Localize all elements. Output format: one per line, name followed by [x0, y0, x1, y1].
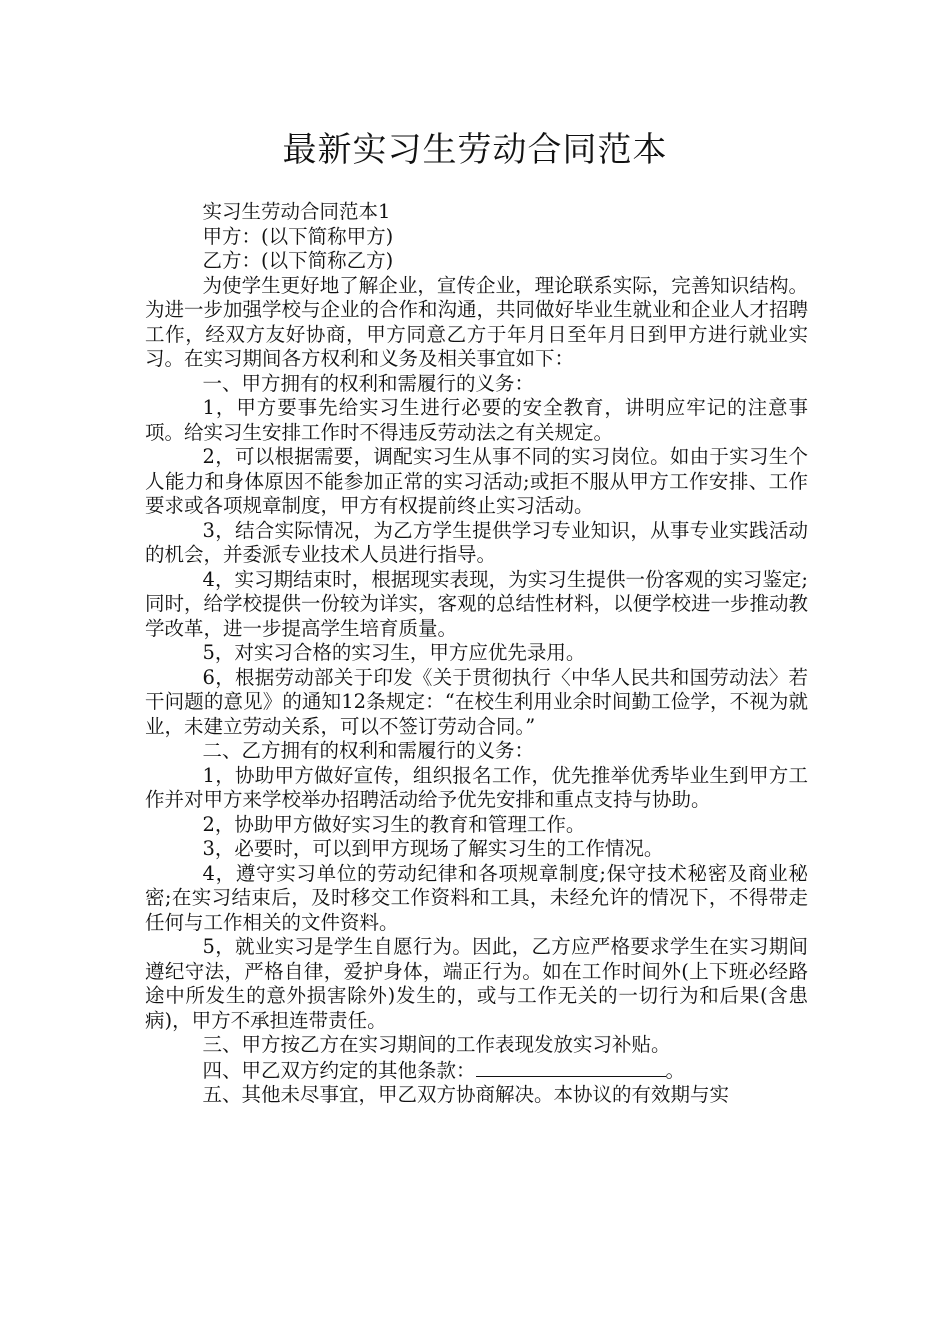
section-1-item-1: 1，甲方要事先给实习生进行必要的安全教育，讲明应牢记的注意事项。给实习生安排工作时不得违反劳动法之有关规定。: [145, 396, 808, 444]
section-5: 五、其他未尽事宜，甲乙双方协商解决。本协议的有效期与实: [202, 1083, 730, 1106]
section-1-item-6: 6，根据劳动部关于印发《关于贯彻执行〈中华人民共和国劳动法〉若干问题的意见》的通知12条规定：“在校生利用业余时间勤工俭学，不视为就业，未建立劳动关系，可以不签订劳动合同。”: [145, 665, 808, 738]
section-3: 三、甲方按乙方在实习期间的工作表现发放实习补贴。: [202, 1033, 671, 1056]
section-1-item-4: 4，实习期结束时，根据现实表现，为实习生提供一份客观的实习鉴定;同时，给学校提供一份较为详实，客观的总结性材料，以便学校进一步推动教学改革，进一步提高学生培育质量。: [145, 567, 809, 640]
section-2-item-1: 1，协助甲方做好宣传，组织报名工作，优先推举优秀毕业生到甲方工作并对甲方来学校举办招聘活动给予优先安排和重点支持与协助。: [145, 763, 808, 811]
contract-heading: 实习生劳动合同范本1: [202, 200, 391, 223]
section-2-title: 二、乙方拥有的权利和需履行的义务：: [202, 739, 535, 762]
section-2-item-4: 4，遵守实习单位的劳动纪律和各项规章制度;保守技术秘密及商业秘密;在实习结束后，及时移交工作资料和工具，未经允许的情况下，不得带走任何与工作相关的文件资料。: [145, 861, 808, 934]
section-4-label: 四、甲乙双方约定的其他条款：: [202, 1058, 476, 1082]
party-a-line: 甲方：(以下简称甲方): [202, 224, 394, 248]
section-1-item-5: 5，对实习合格的实习生，甲方应优先录用。: [202, 641, 586, 664]
section-4-end: 。: [665, 1058, 686, 1082]
section-4-blank-line: [476, 1058, 666, 1077]
document-title: 最新实习生劳动合同范本: [282, 130, 668, 170]
section-4: [145, 1058, 808, 1084]
party-b-line: 乙方：(以下简称乙方): [202, 249, 394, 272]
section-1-item-2: 2，可以根据需要，调配实习生从事不同的实习岗位。如由于实习生个人能力和身体原因不能参加正常的实习活动;或拒不服从甲方工作安排、工作要求或各项规章制度，甲方有权提前终止实习活动。: [145, 445, 808, 517]
section-2-item-2: 2，协助甲方做好实习生的教育和管理工作。: [202, 812, 586, 836]
intro-paragraph: 为使学生更好地了解企业，宣传企业，理论联系实际，完善知识结构。为进一步加强学校与企业的合作和沟通，共同做好毕业生就业和企业人才招聘工作，经双方友好协商，甲方同意乙方于年月日至年月日到甲方进行就业实习。在实习期间各方权利和义务及相关事宜如下：: [145, 273, 809, 370]
section-1-title: 一、甲方拥有的权利和需履行的义务：: [202, 371, 535, 395]
section-1-item-3: 3，结合实际情况，为乙方学生提供学习专业知识，从事专业实践活动的机会，并委派专业技术人员进行指导。: [145, 518, 808, 566]
document-body: [145, 200, 808, 1108]
section-2-item-5: 5，就业实习是学生自愿行为。因此，乙方应严格要求学生在实习期间遵纪守法，严格自律，爱护身体，端正行为。如在工作时间外(上下班必经路途中所发生的意外损害除外)发生的，或与工作无关的一切行为和后果(含患病)，甲方不承担连带责任。: [145, 935, 808, 1032]
section-2-item-3: 3，必要时，可以到甲方现场了解实习生的工作情况。: [202, 837, 664, 860]
